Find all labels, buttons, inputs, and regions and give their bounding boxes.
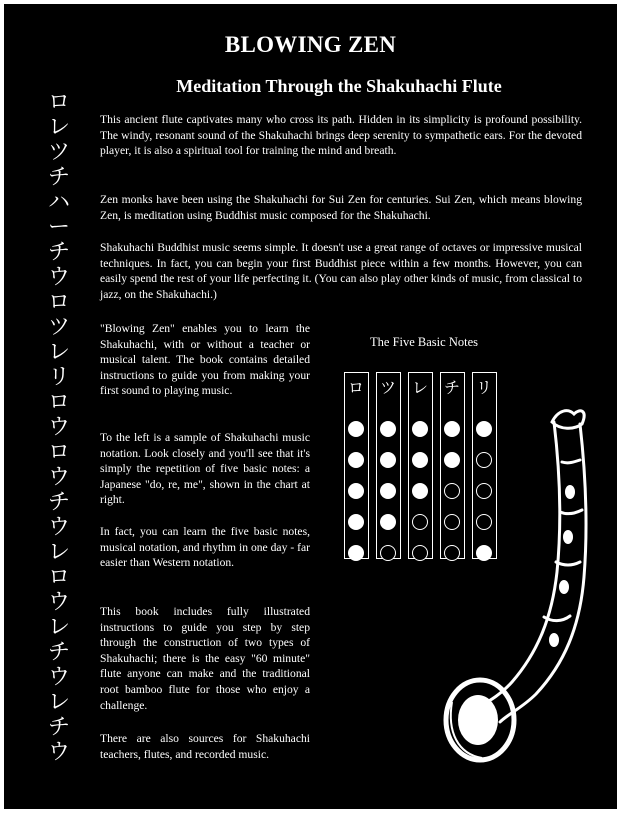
notation-glyph: ツ <box>47 315 70 340</box>
sources-paragraph: There are also sources for Shakuhachi teachers, flutes, and recorded music. <box>100 732 310 761</box>
note-glyph: レ <box>411 378 428 397</box>
notation-glyph: レ <box>47 540 70 565</box>
closed-hole-icon <box>380 483 396 499</box>
notation-glyph: ウ <box>47 665 70 690</box>
notation-glyph: レ <box>47 115 70 140</box>
notation-glyph: レ <box>47 690 70 715</box>
page-subtitle: Meditation Through the Shakuhachi Flute <box>176 76 502 96</box>
construction-paragraph: This book includes fully illustrated instructions to guide you step by step through the construction of two types of Shakuhachi; there is the easy "60 minute" flute anyone can make and the traditional root bamboo flute for those who enjoy a challenge. <box>100 605 310 712</box>
notation-glyph: ウ <box>47 415 70 440</box>
closed-hole-icon <box>348 483 364 499</box>
notation-glyph: ロ <box>47 290 70 315</box>
notation-glyph: ウ <box>47 515 70 540</box>
note-glyph: ツ <box>379 378 396 397</box>
note-glyph: リ <box>475 378 492 397</box>
note-column <box>376 372 401 559</box>
closed-hole-icon <box>380 514 396 530</box>
notation-glyph: ツ <box>47 140 70 165</box>
notation-glyph: チ <box>47 715 70 740</box>
shakuhachi-flute-illustration <box>412 402 612 787</box>
notation-glyph: チ <box>47 165 70 190</box>
music-notation-column <box>42 90 76 780</box>
notation-glyph: レ <box>47 340 70 365</box>
notation-glyph: リ <box>47 365 70 390</box>
sui-zen-paragraph: Zen monks have been using the Shakuhachi for Sui Zen for centuries. Sui Zen, which means blowing Zen, is meditation using Buddhist music composed for the Shakuhachi. <box>100 193 582 222</box>
notation-glyph: チ <box>47 240 70 265</box>
note-glyph: ロ <box>347 378 364 397</box>
notation-glyph: ウ <box>47 590 70 615</box>
closed-hole-icon <box>380 421 396 437</box>
book-description-paragraph: "Blowing Zen" enables you to learn the Shakuhachi, with or without a teacher or musical talent. The book contains detailed instructions to guide you from making your first sound to playing music. <box>100 322 310 398</box>
notation-glyph: チ <box>47 640 70 665</box>
notation-glyph: ハ <box>47 190 70 215</box>
notation-glyph: ロ <box>47 90 70 115</box>
notation-glyph: ロ <box>47 390 70 415</box>
note-glyph: チ <box>443 378 460 397</box>
open-hole-icon <box>380 545 396 561</box>
notation-glyph: ウ <box>47 265 70 290</box>
notation-glyph: ウ <box>47 465 70 490</box>
notation-glyph: ー <box>47 215 70 240</box>
note-column <box>344 372 369 559</box>
closed-hole-icon <box>348 545 364 561</box>
notation-explanation-paragraph: To the left is a sample of Shakuhachi music notation. Look closely and you'll see that it's simply the repetition of five basic notes: a Japanese "do, re, me", shown in the chart at right. <box>100 431 310 507</box>
closed-hole-icon <box>348 421 364 437</box>
closed-hole-icon <box>348 452 364 468</box>
intro-paragraph: This ancient flute captivates many who cross its path. Hidden in its simplicity is profound possibility. The windy, resonant sound of the Shakuhachi brings deep serenity to sympathetic ears. For the devoted player, it is also a spiritual tool for training the mind and breath. <box>100 113 582 158</box>
notation-glyph: ロ <box>47 565 70 590</box>
notation-glyph: チ <box>47 490 70 515</box>
buddhist-music-paragraph: Shakuhachi Buddhist music seems simple. It doesn't use a great range of octaves or impressive musical techniques. In fact, you can begin your first Buddhist piece within a few months. However, you can easily spend the rest of your life perfecting it. (You can also play other kinds of music, from classical to jazz, on the Shakuhachi.) <box>100 241 582 301</box>
notation-glyph: ロ <box>47 440 70 465</box>
closed-hole-icon <box>380 452 396 468</box>
learning-speed-paragraph: In fact, you can learn the five basic notes, musical notation, and rhythm in one day - far easier than Western notation. <box>100 525 310 570</box>
notation-glyph: レ <box>47 615 70 640</box>
notation-glyph: ウ <box>47 740 70 765</box>
page-sheet <box>4 4 617 809</box>
closed-hole-icon <box>348 514 364 530</box>
notes-chart-title: The Five Basic Notes <box>370 335 478 349</box>
page-title: BLOWING ZEN <box>224 32 397 57</box>
